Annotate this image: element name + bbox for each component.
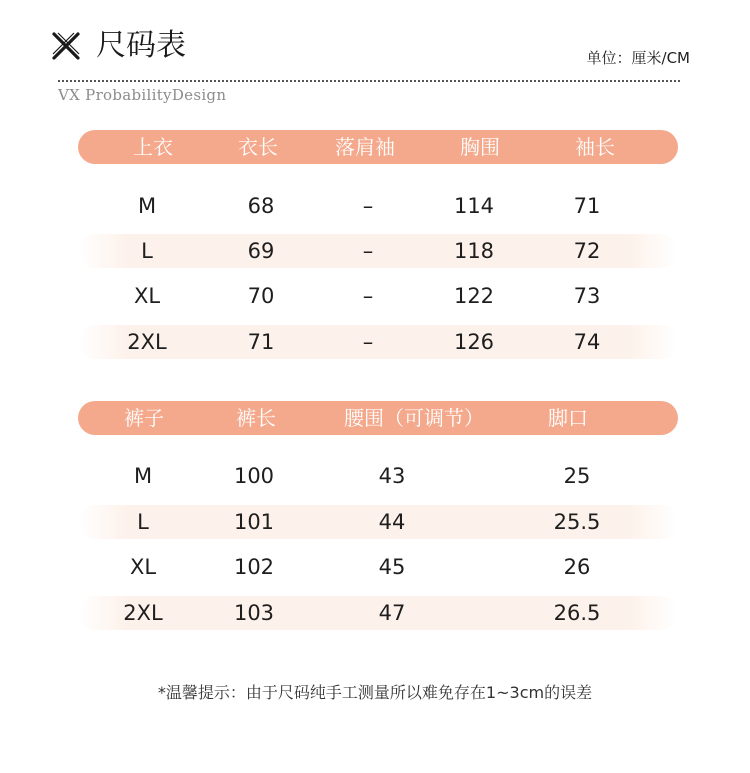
top-size-table xyxy=(78,130,678,354)
top-header-cell: 落肩袖 xyxy=(335,135,395,159)
unit-label: 单位：厘米/CM xyxy=(586,49,690,67)
top-header-cell: 上衣 xyxy=(133,135,173,159)
table-cell: – xyxy=(362,194,374,218)
table-cell: – xyxy=(362,330,374,354)
table-cell: 45 xyxy=(378,555,406,579)
table-cell: 72 xyxy=(573,239,601,263)
table-row xyxy=(78,505,678,539)
pants-table-header xyxy=(78,401,678,435)
table-row xyxy=(78,550,678,584)
table-cell: 114 xyxy=(453,194,495,218)
close-x-icon xyxy=(50,30,82,62)
table-cell: 71 xyxy=(573,194,601,218)
table-cell: 118 xyxy=(453,239,495,263)
pants-size-table xyxy=(78,401,678,625)
top-header-cell: 袖长 xyxy=(575,135,615,159)
table-row xyxy=(78,279,678,313)
table-cell: 43 xyxy=(378,464,406,488)
table-cell: 126 xyxy=(453,330,495,354)
table-cell: 26 xyxy=(563,555,591,579)
table-cell: 26.5 xyxy=(553,601,601,625)
table-cell: XL xyxy=(133,284,161,308)
table-cell: 74 xyxy=(573,330,601,354)
table-row xyxy=(78,325,678,359)
pants-header-cell: 裤长 xyxy=(236,406,276,430)
table-cell: 68 xyxy=(247,194,275,218)
table-cell: 101 xyxy=(233,510,275,534)
table-row xyxy=(78,189,678,223)
table-cell: 2XL xyxy=(123,601,163,625)
table-cell: 25.5 xyxy=(553,510,601,534)
top-header-cell: 胸围 xyxy=(460,135,500,159)
table-cell: 100 xyxy=(233,464,275,488)
page-header xyxy=(0,0,750,110)
table-cell: 102 xyxy=(233,555,275,579)
table-row xyxy=(78,596,678,630)
top-header-cell: 衣长 xyxy=(238,135,278,159)
table-cell: 70 xyxy=(247,284,275,308)
page-title: 尺码表 xyxy=(96,28,186,63)
table-cell: L xyxy=(137,510,149,534)
table-cell: 73 xyxy=(573,284,601,308)
table-cell: L xyxy=(141,239,153,263)
table-cell: 103 xyxy=(233,601,275,625)
pants-header-cell: 腰围（可调节） xyxy=(344,406,484,430)
top-table-header xyxy=(78,130,678,164)
measurement-note: *温馨提示：由于尺码纯手工测量所以难免存在1~3cm的误差 xyxy=(157,683,593,702)
dotted-divider xyxy=(58,80,680,82)
table-cell: 69 xyxy=(247,239,275,263)
table-row xyxy=(78,234,678,268)
table-cell: – xyxy=(362,239,374,263)
brand-label: VX ProbabilityDesign xyxy=(58,86,227,104)
pants-header-cell: 脚口 xyxy=(548,406,588,430)
table-cell: 25 xyxy=(563,464,591,488)
table-cell: XL xyxy=(129,555,157,579)
table-cell: M xyxy=(137,194,157,218)
table-cell: M xyxy=(133,464,153,488)
table-cell: 71 xyxy=(247,330,275,354)
table-cell: – xyxy=(362,284,374,308)
table-cell: 47 xyxy=(378,601,406,625)
table-cell: 2XL xyxy=(127,330,167,354)
table-row xyxy=(78,459,678,493)
table-cell: 122 xyxy=(453,284,495,308)
pants-header-cell: 裤子 xyxy=(124,406,164,430)
table-cell: 44 xyxy=(378,510,406,534)
